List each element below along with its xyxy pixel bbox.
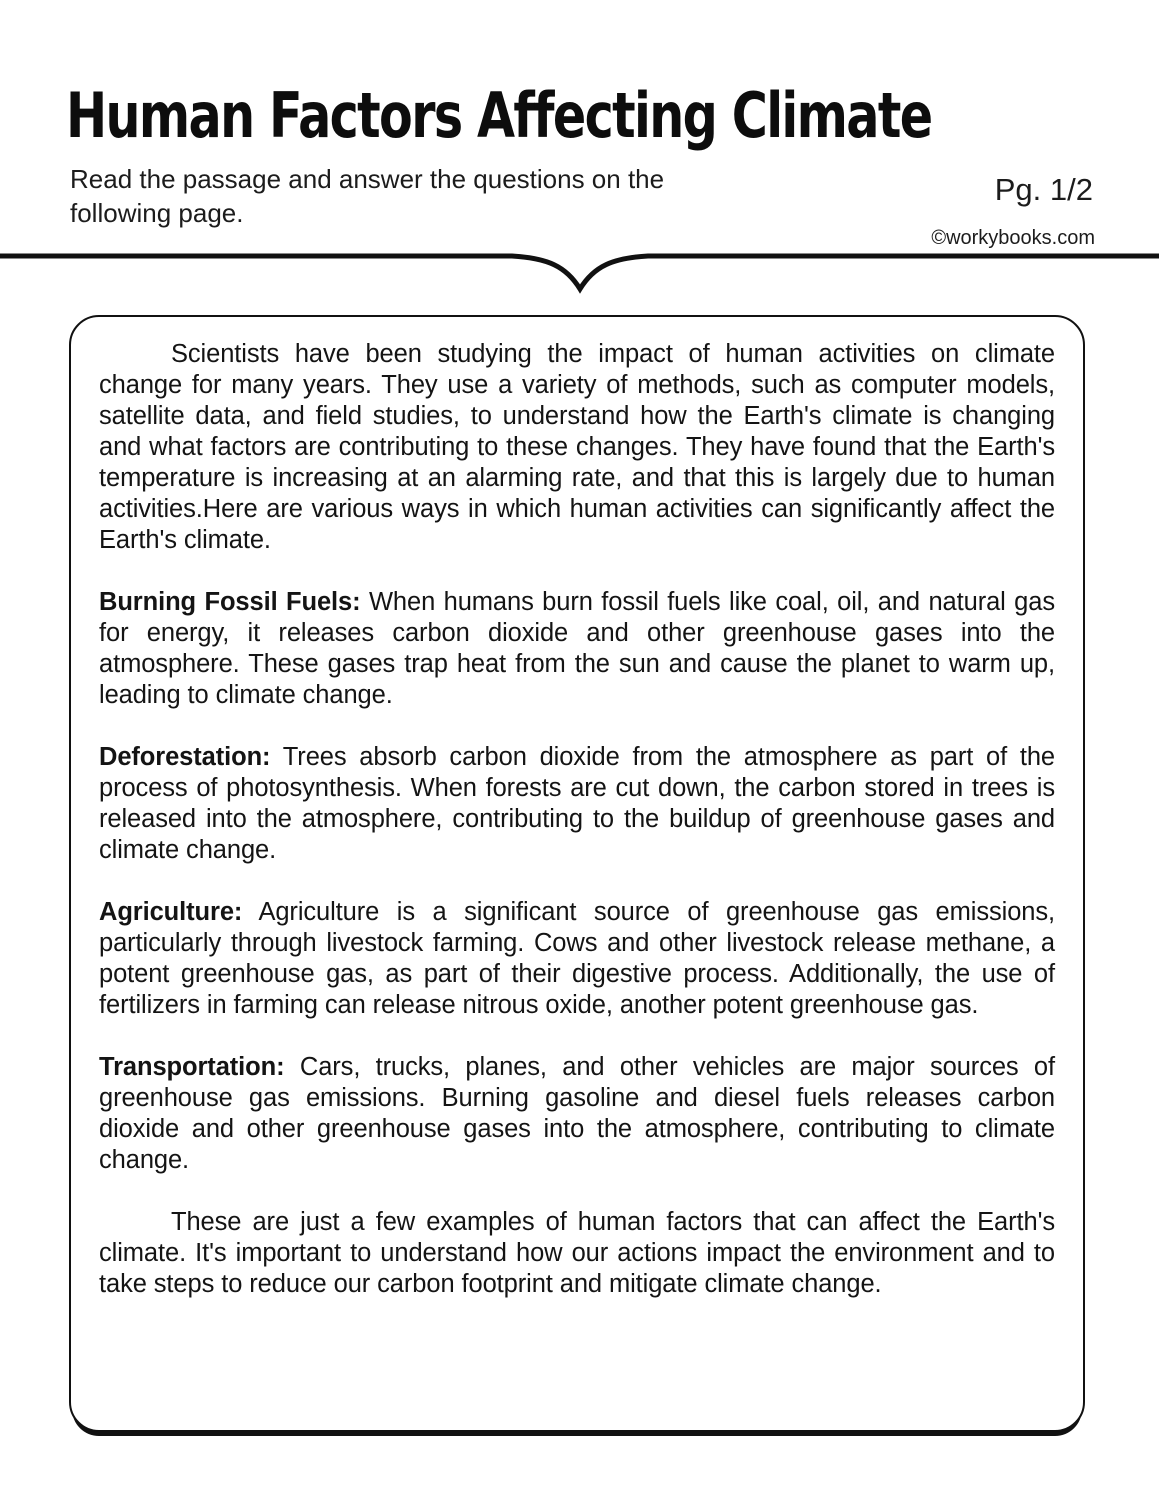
instructions-text: Read the passage and answer the questions on the following page. (70, 164, 665, 228)
section-label: Agriculture: (99, 898, 243, 926)
passage-section-agriculture (99, 897, 1055, 1021)
passage-section-transportation (99, 1052, 1055, 1176)
section-label: Transportation: (99, 1053, 285, 1081)
section-text: Cars, trucks, planes, and other vehicles are major sources of greenhouse gas emissions. Burning gasoline and diesel fuels releases carbon dioxide and other greenhouse gases into the atmosphere, contributing to climate change. (99, 1053, 1055, 1174)
page-indicator: Pg. 1/2 (994, 172, 1093, 207)
passage-box (69, 315, 1085, 1432)
passage-section-burning-fossil-fuels (99, 587, 1055, 711)
passage-conclusion: These are just a few examples of human factors that can affect the Earth's climate. It's important to understand how our actions impact the environment and to take steps to reduce our carbon footprint and mitigate climate change. (99, 1208, 1055, 1298)
section-text: When humans burn fossil fuels like coal, oil, and natural gas for energy, it releases carbon dioxide and other greenhouse gases into the atmosphere. These gases trap heat from the sun and cause the planet to warm up, leading to climate change. (99, 588, 1055, 709)
section-label: Deforestation: (99, 743, 271, 771)
passage-intro: Scientists have been studying the impact of human activities on climate change for many years. They use a variety of methods, such as computer models, satellite data, and field studies, to understand how the Earth's climate is changing and what factors are contributing to these changes. They have found that the Earth's temperature is increasing at an alarming rate, and that this is largely due to human activities.Here are various ways in which human activities can significantly affect the Earth's climate. (99, 340, 1055, 554)
page-title: Human Factors Affecting Climate (66, 80, 932, 153)
passage-section-deforestation (99, 742, 1055, 866)
section-text: Trees absorb carbon dioxide from the atmosphere as part of the process of photosynthesis. When forests are cut down, the carbon stored in trees is released into the atmosphere, contributing to the buildup of greenhouse gases and climate change. (99, 743, 1056, 864)
section-label: Burning Fossil Fuels: (99, 588, 361, 616)
copyright-text: ©workybooks.com (931, 227, 1095, 249)
section-text: Agriculture is a significant source of greenhouse gas emissions, particularly through livestock farming. Cows and other livestock release methane, a potent greenhouse gas, as part of their digestive process. Additionally, the use of fertilizers in farming can release nitrous oxide, another potent greenhouse gas. (99, 898, 1055, 1019)
divider-chevron-icon (0, 251, 1159, 295)
